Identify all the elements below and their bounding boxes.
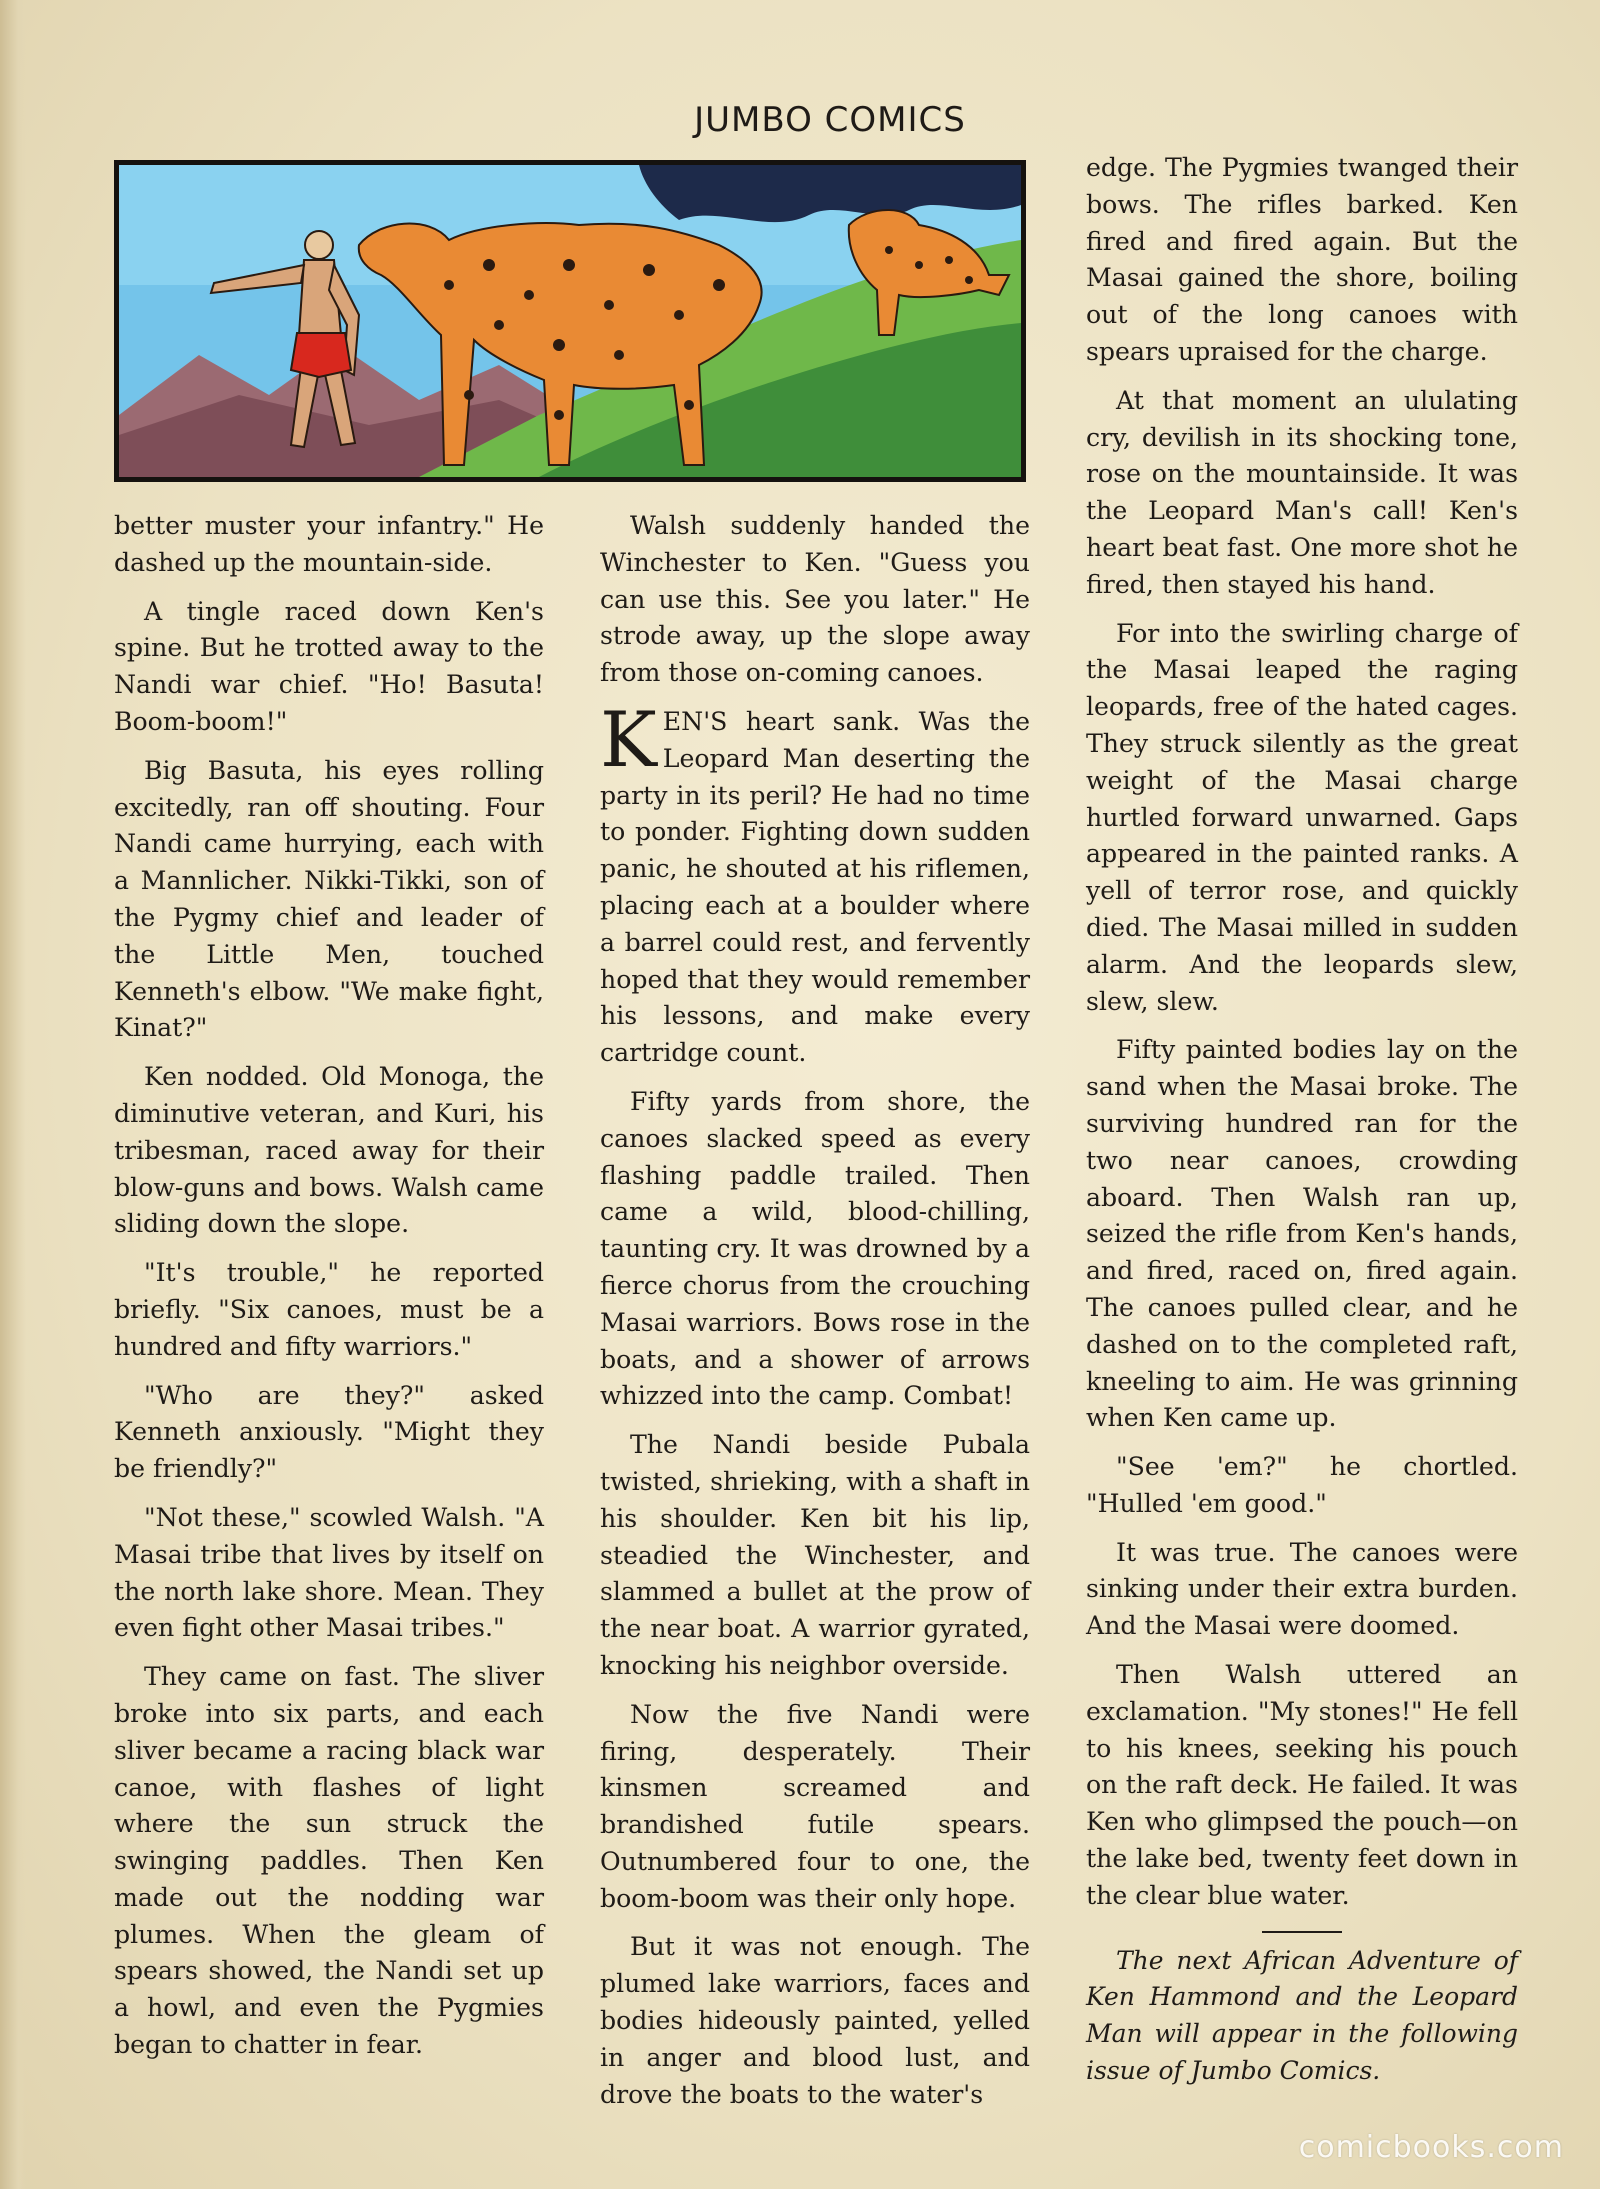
- paragraph: "See 'em?" he chortled. "Hulled 'em good.": [1086, 1452, 1518, 1518]
- leopards-illustration-icon: [119, 165, 1021, 477]
- paragraph: edge. The Pygmies twanged their bows. The rifles barked. Ken fired and fired again. But the Masai gained the shore, boiling out of the long canoes with spears upraised for the charge.: [1086, 153, 1518, 366]
- paragraph: Now the five Nandi were firing, desperately. Their kinsmen screamed and brandished futile spears. Outnumbered four to one, the boom-boom was their only hope.: [600, 1699, 1030, 1913]
- page-header: JUMBO COMICS: [694, 100, 966, 140]
- next-issue-note: The next African Adventure of Ken Hammond and the Leopard Man will appear in the following issue of Jumbo Comics.: [1086, 1945, 1518, 2086]
- paragraph: At that moment an ululating cry, devilish in its shocking tone, rose on the mountainside. It was the Leopard Man's call! Ken's heart beat fast. One more shot he fired, then stayed his hand.: [1086, 385, 1518, 599]
- paragraph: Walsh suddenly handed the Winchester to Ken. "Guess you can use this. See you later." He strode away, up the slope away from those on-coming canoes.: [600, 511, 1030, 688]
- paragraph: better muster your infantry." He dashed up the mountain-side.: [114, 511, 544, 577]
- text-column-3: [1086, 150, 1518, 2102]
- paragraph: Then Walsh uttered an exclamation. "My stones!" He fell to his knees, seeking his pouch on the raft deck. He failed. It was Ken who glimpsed the pouch—on the lake bed, twenty feet down in the clear blue water.: [1086, 1660, 1518, 1910]
- paragraph: The Nandi beside Pubala twisted, shrieking, with a shaft in his shoulder. Ken bit his lip, steadied the Winchester, and slammed a bullet at the prow of the near boat. A warrior gyrated, knocking his neighbor overside.: [600, 1430, 1030, 1680]
- paragraph: It was true. The canoes were sinking under their extra burden. And the Masai were doomed.: [1086, 1537, 1518, 1641]
- paragraph: But it was not enough. The plumed lake warriors, faces and bodies hideously painted, yelled in anger and blood lust, and drove the boats to the water's: [600, 1932, 1030, 2109]
- text-column-1: [114, 508, 544, 2076]
- paragraph: For into the swirling charge of the Masai leaped the raging leopards, free of the hated cages. They struck silently as the great weight of the Masai charge hurtled forward unwarned. Gaps appeared in the painted ranks. A yell of terror rose, and quickly died. The Masai milled in sudden alarm. And the leopards slew, slew, slew.: [1086, 618, 1518, 1016]
- paragraph: They came on fast. The sliver broke into six parts, and each sliver became a racing black war canoe, with flashes of light where the sun struck the swinging paddles. Then Ken made out the nodding war plumes. When the gleam of spears showed, the Nandi set up a howl, and even the Pygmies began to chatter in fear.: [114, 1662, 544, 2060]
- drop-cap: K: [600, 694, 657, 784]
- dropcap-paragraph-text: EN'S heart sank. Was the Leopard Man deserting the party in its peril? He had no time to ponder. Fighting down sudden panic, he shouted at his riflemen, placing each at a boulder where a barrel could rest, and fervently hoped that they would remember his lessons, and make every cartridge count.: [600, 706, 1030, 1068]
- paragraph: Ken nodded. Old Monoga, the diminutive veteran, and Kuri, his tribesman, raced away for their blow-guns and bows. Walsh came sliding down the slope.: [114, 1062, 544, 1239]
- paragraph: Big Basuta, his eyes rolling excitedly, ran off shouting. Four Nandi came hurrying, each with a Mannlicher. Nikki-Tikki, son of the Pygmy chief and leader of the Little Men, touched Kenneth's elbow. "We make fight, Kinat?": [114, 755, 544, 1043]
- paragraph: A tingle raced down Ken's spine. But he trotted away to the Nandi war chief. "Ho! Basuta! Boom-boom!": [114, 596, 544, 736]
- text-column-2: [600, 508, 1030, 2125]
- paragraph: "Who are they?" asked Kenneth anxiously. "Might they be friendly?": [114, 1380, 544, 1484]
- paragraph: Fifty yards from shore, the canoes slacked speed as every flashing paddle trailed. Then came a wild, blood-chilling, taunting cry. It was drowned by a fierce chorus from the crouching Masai warriors. Bows rose in the boats, and a shower of arrows whizzed into the camp. Combat!: [600, 1086, 1030, 1411]
- dropcap-paragraph: [600, 694, 1030, 1072]
- paragraph: Fifty painted bodies lay on the sand when the Masai broke. The surviving hundred ran for the two near canoes, crowding aboard. Then Walsh ran up, seized the rifle from Ken's hands, and fired, raced on, fired again. The canoes pulled clear, and he dashed on to the completed raft, kneeling to aim. He was grinning when Ken came up.: [1086, 1035, 1518, 1433]
- watermark: comicbooks.com: [1298, 2130, 1564, 2165]
- illustration-panel: [114, 160, 1026, 482]
- paragraph: "It's trouble," he reported briefly. "Six canoes, must be a hundred and fifty warriors.": [114, 1258, 544, 1361]
- section-divider: [1262, 1931, 1342, 1933]
- paragraph: "Not these," scowled Walsh. "A Masai tribe that lives by itself on the north lake shore. Mean. They even fight other Masai tribes.": [114, 1502, 544, 1643]
- page-spine: [0, 0, 26, 2189]
